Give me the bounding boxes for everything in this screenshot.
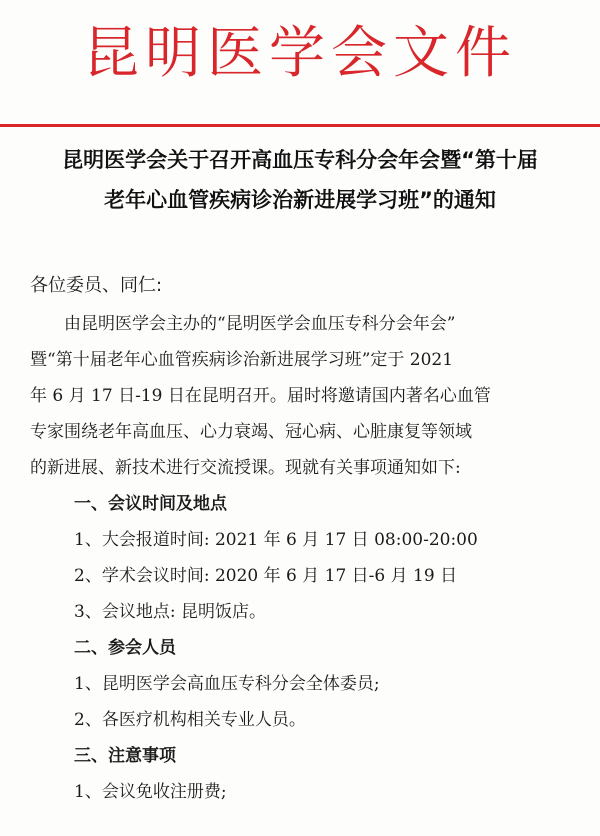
- paragraph-line: 由昆明医学会主办的“昆明医学会血压专科分会年会”: [64, 314, 456, 334]
- document-body: [30, 268, 578, 810]
- section-heading-attendees: 二、参会人员: [74, 638, 176, 658]
- paragraph-line: 的新进展、新技术进行交流授课。现就有关事项通知如下:: [30, 458, 461, 478]
- list-item: 3、会议地点: 昆明饭店。: [74, 602, 266, 622]
- list-item: 1、大会报道时间: 2021 年 6 月 17 日 08:00-20:00: [74, 530, 478, 550]
- paragraph-line: 专家围绕老年高血压、心力衰竭、冠心病、心脏康复等领域: [30, 422, 472, 442]
- title-line-1: 昆明医学会关于召开高血压专科分会年会暨“第十届: [62, 148, 538, 172]
- salutation: 各位委员、同仁:: [30, 275, 163, 296]
- intro-paragraph: [30, 306, 578, 486]
- list-item: 2、学术会议时间: 2020 年 6 月 17 日-6 月 19 日: [74, 566, 458, 586]
- list-item: 1、昆明医学会高血压专科分会全体委员;: [74, 674, 380, 694]
- paragraph-line: 暨“第十届老年心血管疾病诊治新进展学习班”定于 2021: [30, 350, 454, 370]
- list-item: 2、各医疗机构相关专业人员。: [74, 710, 306, 730]
- red-divider-rule: [0, 124, 600, 127]
- title-line-2: 老年心血管疾病诊治新进展学习班”的通知: [104, 188, 496, 212]
- section-heading-time-location: 一、会议时间及地点: [74, 494, 227, 514]
- masthead-title: 昆明医学会文件: [83, 21, 517, 86]
- list-item: 1、会议免收注册费;: [74, 782, 227, 802]
- paragraph-line: 年 6 月 17 日-19 日在昆明召开。届时将邀请国内著名心血管: [30, 386, 491, 406]
- section-heading-notes: 三、注意事项: [74, 746, 176, 766]
- document-title: [20, 140, 580, 220]
